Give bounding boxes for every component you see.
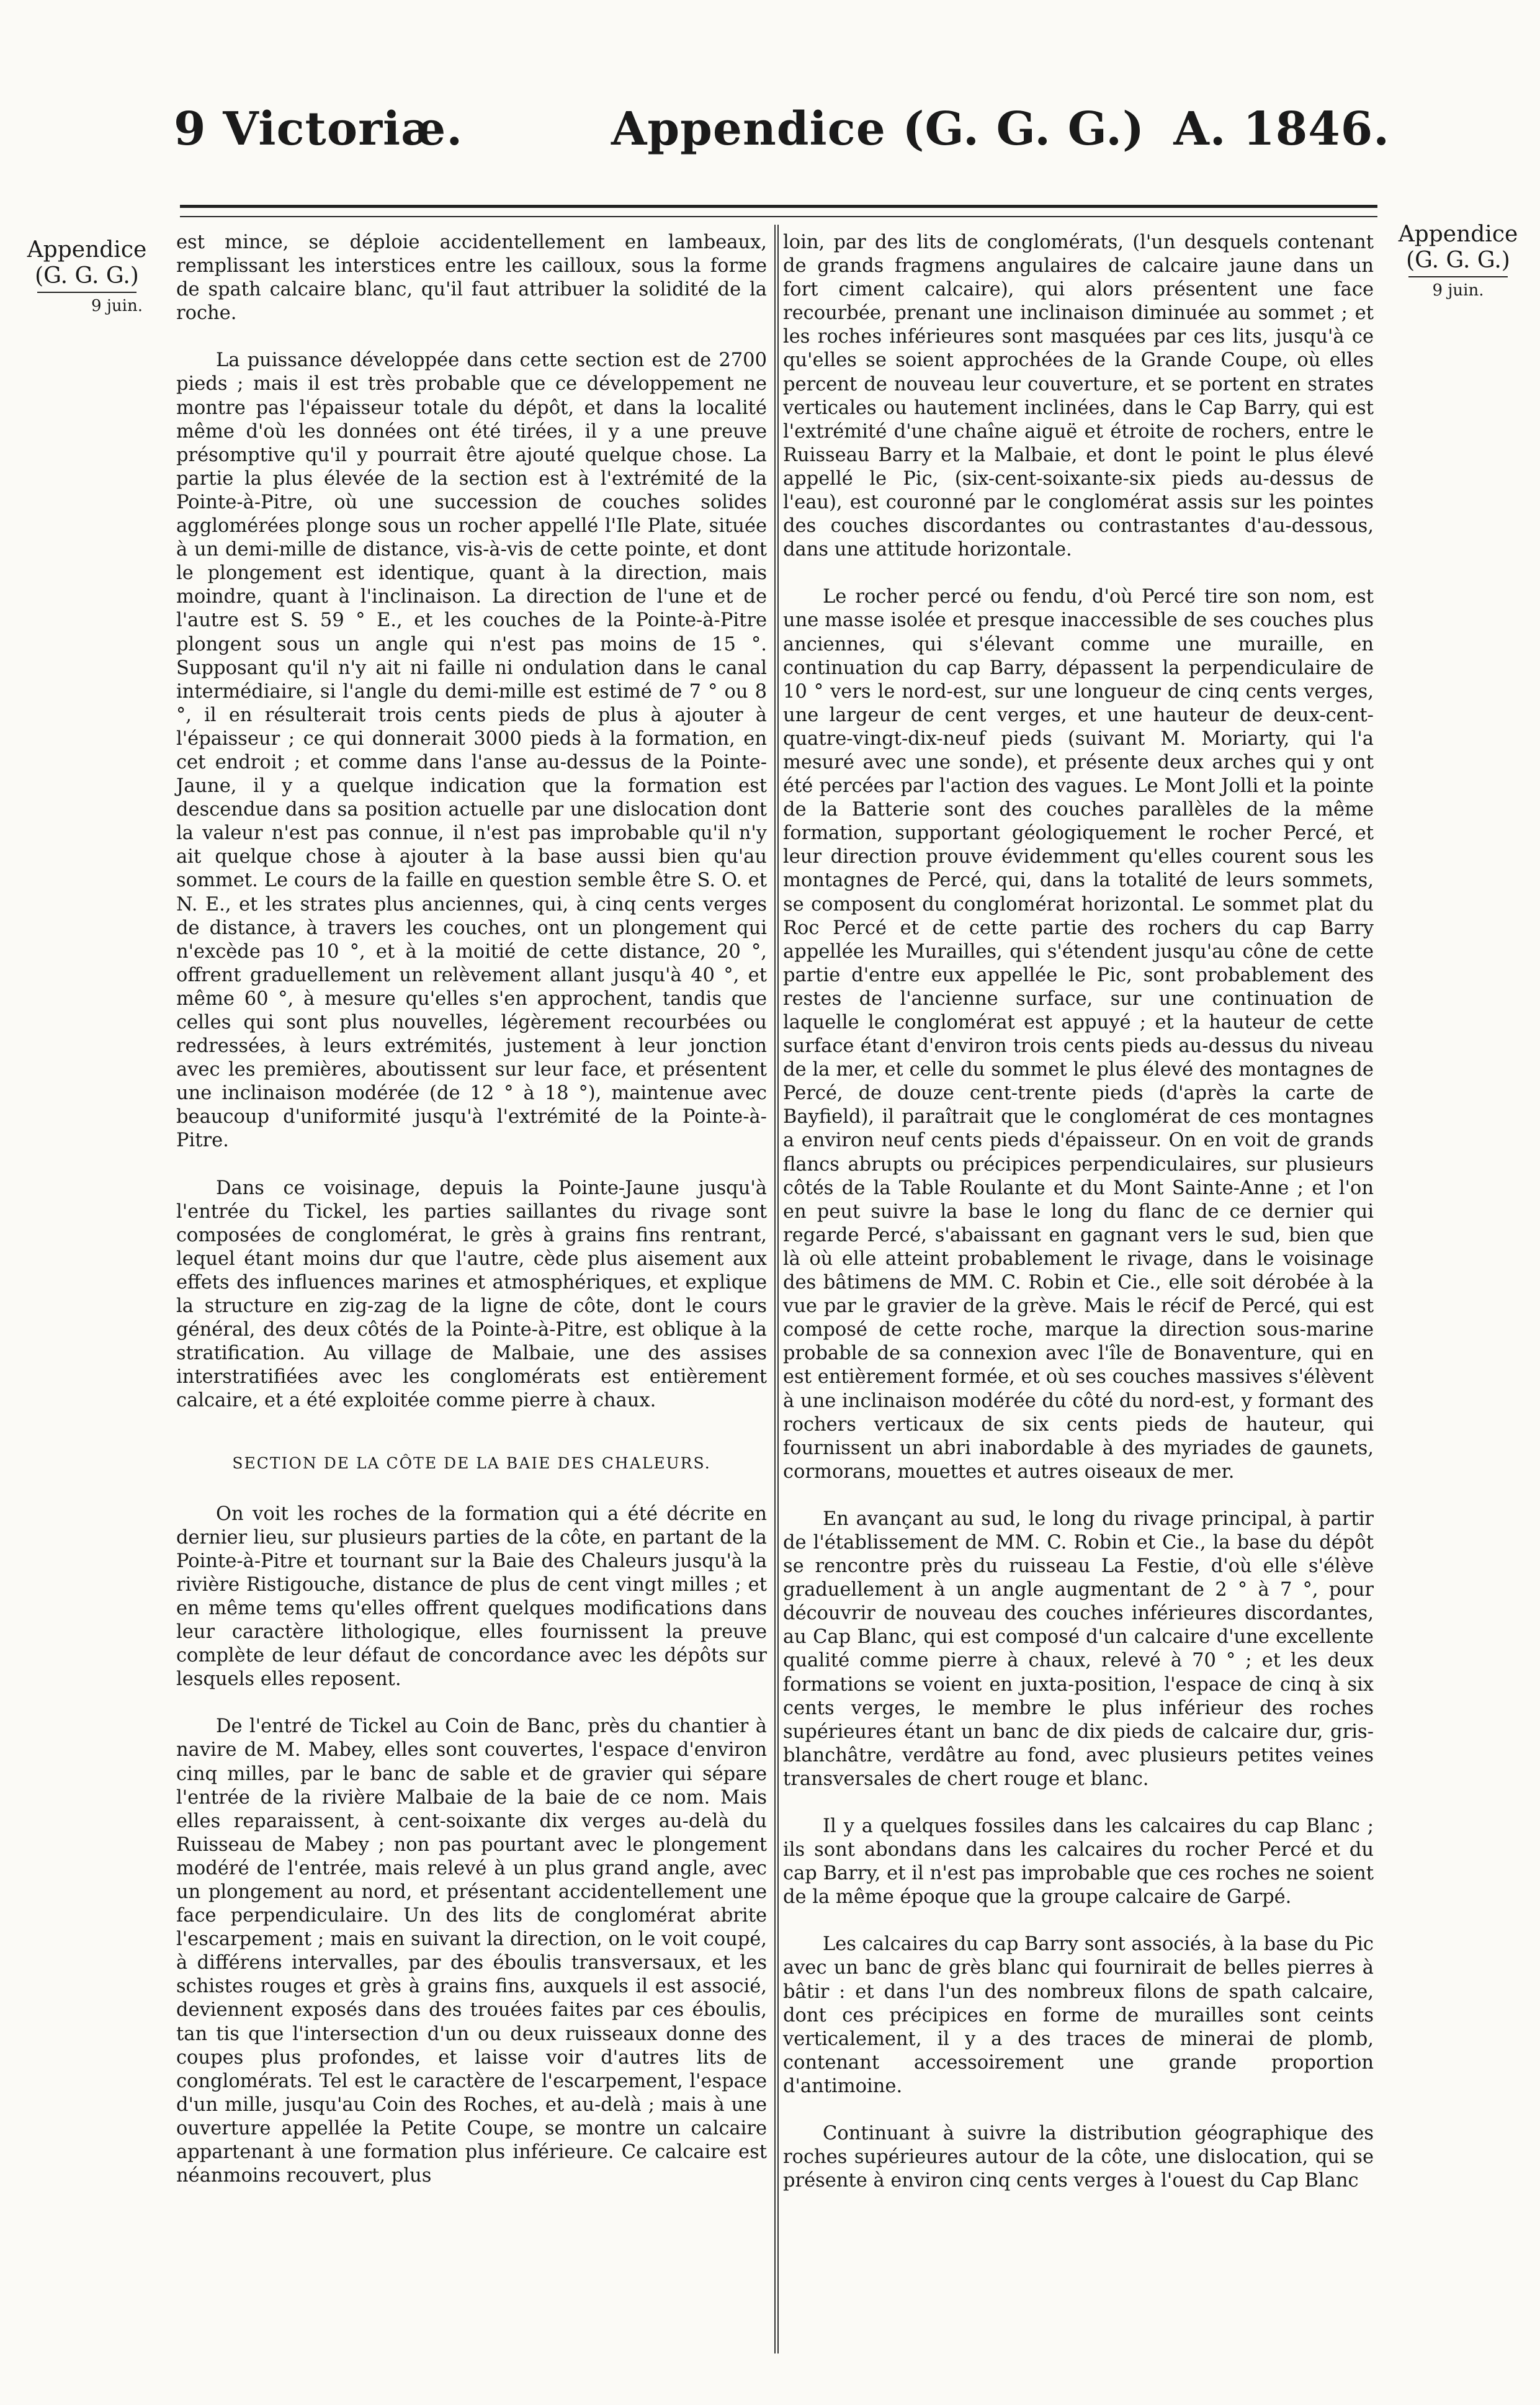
header-session: 9 Victoriæ. bbox=[174, 102, 463, 156]
left-paragraph-1: est mince, se déploie accidentellement en lambeaux, remplissant les interstices entre les cailloux, sous la forme de spath calcaire blanc, qu'il faut attribuer la solidité de la roche. bbox=[176, 232, 767, 325]
margin-left-appendix: Appendice bbox=[27, 237, 147, 263]
page-header bbox=[161, 102, 1390, 177]
right-paragraph-2: Le rocher percé ou fendu, d'où Percé tire son nom, est une masse isolée et presque inaccessible de ses couches plus anciennes, qui s'élevant comme une muraille, en continuation du cap Barry, dépassent la perpendiculaire de 10 ° vers le nord-est, sur une longueur de cinq cents verges, une largeur de cent verges, et une hauteur de deux-cent-quatre-vingt-dix-neuf pieds (suivant M. Moriarty, qui l'a mesuré avec une sonde), et présente deux arches qui y ont été percées par l'action des vagues. Le Mont Jolli et la pointe de la Batterie sont des couches parallèles de la même formation, supportant géologiquement le rocher Percé, et leur direction prouve évidemment qu'elles courent sous les montagnes de Percé, qui, dans la totalité de leurs sommets, se composent du conglomérat horizontal. Le sommet plat du Roc Percé et de cette partie des rochers du cap Barry appellée les Murailles, qui s'étendent jusqu'au cône de cette partie d'entre eux appellée le Pic, sont probablement des restes de l'ancienne surface, sur une continuation de laquelle le conglomérat est appuyé ; et la hauteur de cette surface étant d'environ trois cents pieds au-dessus du niveau de la mer, et celle du sommet le plus élevé des montagnes de Percé, de douze cent-trente pieds (d'après la carte de Bayfield), il paraîtrait que le conglomérat de ces montagnes a environ neuf cents pieds d'épaisseur. On en voit de grands flancs abrupts ou précipices perpendiculaires, sur plusieurs côtés de la Table Roulante et du Mont Sainte-Anne ; et l'on en peut suivre la base le long du flanc de ce dernier qui regarde Percé, s'abaissant en gagnant vers le sud, bien que là où elle atteint probablement le rivage, dans le voisinage des bâtimens de MM. C. Robin et Cie., elle soit dérobée à la vue par le gravier de la grève. Mais le récif de Percé, qui est composé de cette roche, marque la direction sous-marine probable de sa connexion avec l'île de Bonaventure, qui en est entièrement formée, et où ses couches massives s'élèvent à une inclinaison modérée du côté du nord-est, y formant des rochers verticaux de six cents pieds de hauteur, qui fournissent un abri inabordable à des myriades de gaunets, cormorans, mouettes et autres oiseaux de mer. bbox=[783, 586, 1374, 1483]
header-appendix: Appendice (G. G. G.) bbox=[611, 102, 1145, 156]
margin-right-appendix: Appendice bbox=[1398, 222, 1518, 247]
margin-left-date: 9 juin. bbox=[91, 297, 143, 315]
right-column bbox=[783, 231, 1374, 2193]
margin-left-code: (G. G. G.) bbox=[35, 263, 139, 289]
right-paragraph-4: Il y a quelques fossiles dans les calcaires du cap Blanc ; ils sont abondans dans les calcaires du rocher Percé et du cap Barry, et il n'est pas improbable que ces roches ne soient de la même époque que la groupe calcaire de Garpé. bbox=[783, 1815, 1374, 1908]
margin-note-right bbox=[1384, 222, 1533, 300]
margin-right-rule bbox=[1408, 276, 1508, 277]
margin-note-left bbox=[12, 237, 161, 315]
left-paragraph-2: La puissance développée dans cette section est de 2700 pieds ; mais il est très probable que ce développement ne montre pas l'épaisseur totale du dépôt, et dans la localité même d'où les données ont été tirées, il y a une preuve présomptive qu'il y pourrait être ajouté quelque chose. La partie la plus élevée de la section est à l'extrémité de la Pointe-à-Pitre, où une succession de couches solides agglomérées plonge sous un rocher appellé l'Ile Plate, située à un demi-mille de distance, vis-à-vis de cette pointe, et dont le plongement est identique, quant à la direction, mais moindre, quant à l'inclinaison. La direction de l'une et de l'autre est S. 59 ° E., et les couches de la Pointe-à-Pitre plongent sous un angle qui n'est pas moins de 15 °. Supposant qu'il n'y ait ni faille ni ondulation dans le canal intermédiaire, si l'angle du demi-mille est estimé de 7 ° ou 8 °, il en résulterait trois cents pieds de plus à ajouter à l'épaisseur ; ce qui donnerait 3000 pieds à la formation, en cet endroit ; et comme dans l'anse au-dessus de la Pointe-Jaune, il y a quelque indication que la formation est descendue dans sa position actuelle par une dislocation dont la valeur n'est pas connue, il n'est pas improbable qu'il n'y ait quelque chose à ajouter à la base aussi bien qu'au sommet. Le cours de la faille en question semble être S. O. et N. E., et les strates plus anciennes, qui, à cinq cents verges de distance, à travers les couches, ont un plongement qui n'excède pas 10 °, et à la moitié de cette distance, 20 °, offrent graduellement un relèvement allant jusqu'à 40 °, et même 60 °, à mesure qu'elles s'en approchent, tandis que celles qui sont plus nouvelles, légèrement recourbées ou redressées, à leurs extrémités, justement à leur jonction avec les premières, aboutissent sur leur face, et présentent une inclinaison modérée (de 12 ° à 18 °), maintenue avec beaucoup d'uniformité jusqu'à l'extrémité de la Pointe-à-Pitre. bbox=[176, 349, 767, 1152]
right-paragraph-6: Continuant à suivre la distribution géographique des roches supérieures autour de la côte, une dislocation, qui se présente à environ cinq cents verges à l'ouest du Cap Blanc bbox=[783, 2123, 1374, 2192]
margin-right-code: (G. G. G.) bbox=[1406, 248, 1510, 273]
right-paragraph-1: loin, par des lits de conglomérats, (l'un desquels contenant de grands fragmens angulaires de calcaire jaune dans un fort ciment calcaire), qui alors présentent une face recourbée, prenant une inclinaison diminuée au sommet ; et les roches inférieures sont masquées par ces lits, jusqu'à ce qu'elles se soient approchées de la Grande Coupe, où elles percent de nouveau leur couverture, et se portent en strates verticales ou hautement inclinées, dans le Cap Barry, qui est l'extrémité d'une chaîne aiguë et étroite de rochers, entre le Ruisseau Barry et la Malbaie, et dont le point le plus élevé appellé le Pic, (six-cent-soixante-six pieds au-dessus de l'eau), est couronné par le conglomérat assis sur les pointes des couches discordantes ou contrastantes d'au-dessous, dans une attitude horizontale. bbox=[783, 232, 1374, 561]
left-paragraph-4: On voit les roches de la formation qui a été décrite en dernier lieu, sur plusieurs parties de la côte, en partant de la Pointe-à-Pitre et tournant sur la Baie des Chaleurs jusqu'à la rivière Ristigouche, distance de plus de cent vingt milles ; et en même tems qu'elles offrent quelques modifications dans leur caractère lithologique, elles fournissent la preuve complète de leur défaut de concordance avec les dépôts sur lesquels elles reposent. bbox=[176, 1503, 767, 1691]
column-divider bbox=[774, 225, 779, 2353]
right-paragraph-3: En avançant au sud, le long du rivage principal, à partir de l'établissement de MM. C. Robin et Cie., la base du dépôt se rencontre près du ruisseau La Festie, d'où elle s'élève graduellement à un angle augmentant de 2 ° à 7 °, pour découvrir de nouveau des couches inférieures discordantes, au Cap Blanc, qui est composé d'un calcaire d'une excellente qualité comme pierre à chaux, relevé à 70 ° ; et les deux formations se voient en juxta-position, l'espace de cinq à six cents verges, le membre le plus inférieur des roches supérieures étant un banc de dix pieds de calcaire dur, gris-blanchâtre, verdâtre au fond, avec plusieurs petites veines transversales de chert rouge et blanc. bbox=[783, 1508, 1374, 1790]
left-column bbox=[176, 231, 767, 2188]
section-heading: SECTION DE LA CÔTE DE LA BAIE DES CHALEURS. bbox=[232, 1454, 711, 1472]
right-paragraph-5: Les calcaires du cap Barry sont associés, à la base du Pic avec un banc de grès blanc qui fournirait de belles pierres à bâtir : et dans l'un des nombreux filons de spath calcaire, dont ces précipices en forme de murailles sont ceints verticalement, il y a des traces de minerai de plomb, contenant accessoirement une grande proportion d'antimoine. bbox=[783, 1933, 1374, 2097]
header-rule-thin bbox=[180, 216, 1377, 217]
margin-right-date: 9 juin. bbox=[1432, 281, 1484, 300]
header-year: A. 1846. bbox=[1173, 102, 1390, 156]
margin-left-rule bbox=[37, 292, 137, 293]
header-rule-thick bbox=[180, 205, 1377, 208]
left-paragraph-5: De l'entré de Tickel au Coin de Banc, près du chantier à navire de M. Mabey, elles sont couvertes, l'espace d'environ cinq milles, par le banc de sable et de gravier qui sépare l'entrée de la rivière Malbaie de la baie de ce nom. Mais elles reparaissent, à cent-soixante dix verges au-delà du Ruisseau de Mabey ; non pas pourtant avec le plongement modéré de l'entrée, mais relevé à un plus grand angle, avec un plongement au nord, et présentant accidentellement une face perpendiculaire. Un des lits de conglomérat abrite l'escarpement ; mais en suivant la direction, on le voit coupé, à différens intervalles, par des éboulis transversaux, et les schistes rouges et grès à grains fins, auxquels il est associé, deviennent exposés dans des trouées faites par ces éboulis, tan tis que l'intersection d'un ou deux ruisseaux donne des coupes plus profondes, et laisse voir d'autres lits de conglomérats. Tel est le caractère de l'escarpement, l'espace d'un mille, jusqu'au Coin des Roches, et au-delà ; mais à une ouverture appellée la Petite Coupe, se montre un calcaire appartenant à une formation plus inférieure. Ce calcaire est néanmoins recouvert, plus bbox=[176, 1715, 767, 2187]
left-paragraph-3: Dans ce voisinage, depuis la Pointe-Jaune jusqu'à l'entrée du Tickel, les parties saillantes du rivage sont composées de conglomérat, le grès à grains fins rentrant, lequel étant moins dur que l'autre, cède plus aisement aux effets des influences marines et atmosphériques, et explique la structure en zig-zag de la ligne de côte, dont le cours général, des deux côtés de la Pointe-à-Pitre, est oblique à la stratification. Au village de Malbaie, une des assises interstratifiées avec les conglomérats est entièrement calcaire, et a été exploitée comme pierre à chaux. bbox=[176, 1177, 767, 1412]
